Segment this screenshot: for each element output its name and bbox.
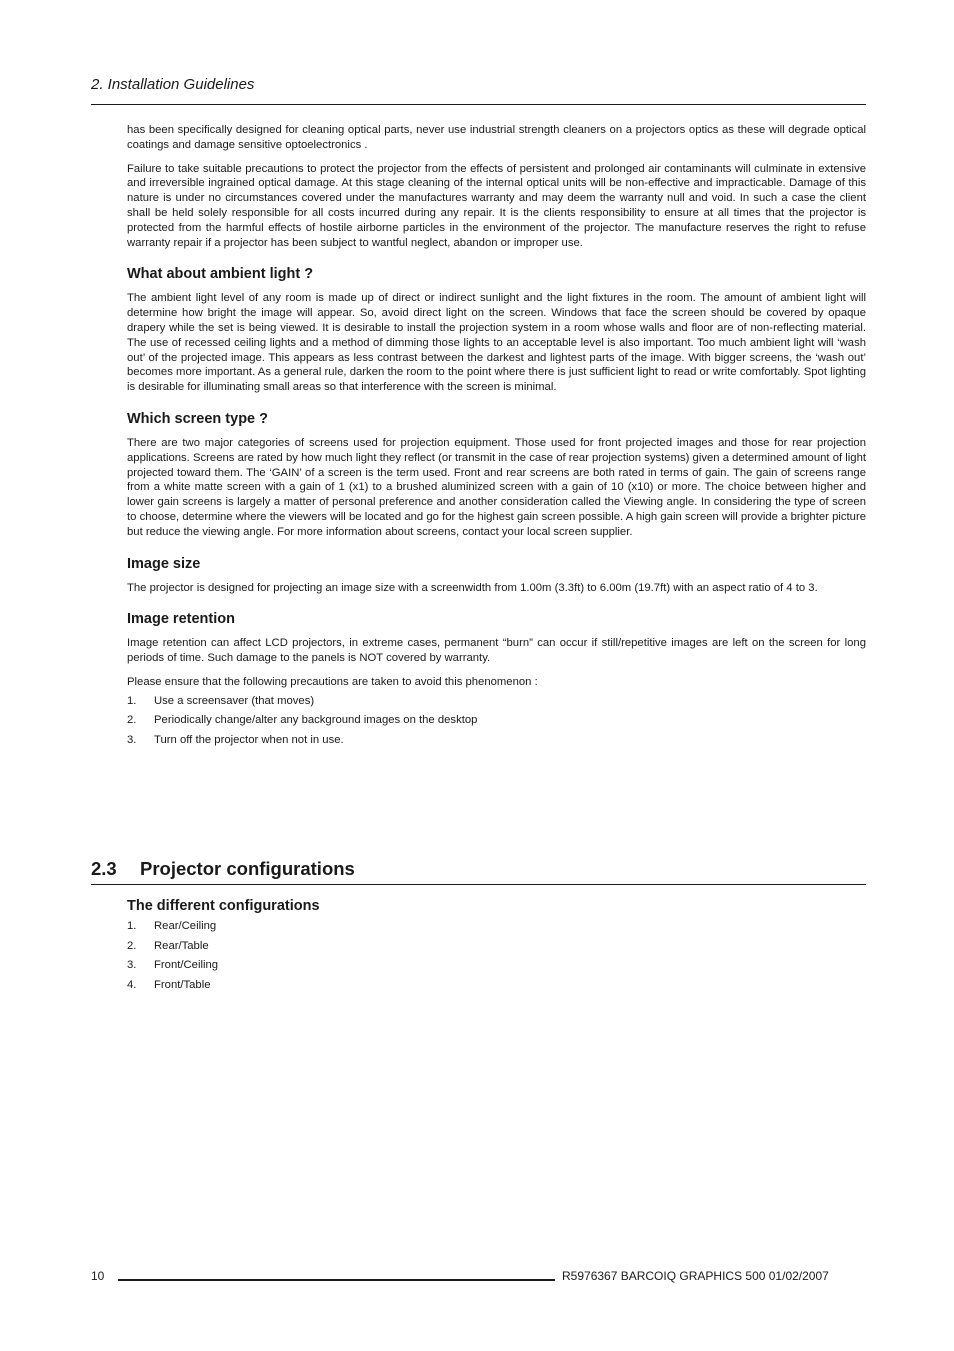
document-reference: R5976367 BARCOIQ GRAPHICS 500 01/02/2007 xyxy=(562,1269,829,1283)
list-item xyxy=(127,694,866,714)
retention-precautions-list xyxy=(127,694,866,753)
list-item-number: 4. xyxy=(127,978,137,991)
heading-screen-type: Which screen type ? xyxy=(127,410,269,427)
list-item xyxy=(127,958,866,978)
section-body xyxy=(127,898,866,997)
list-item-number: 2. xyxy=(127,939,137,952)
paragraph-cleaning: has been specifically designed for cleaning optical parts, never use industrial strength cleaners on a projectors optics as these will degrade optical coatings and damage sensitive optoelectronics . xyxy=(127,124,866,151)
page-footer xyxy=(91,1269,866,1285)
section-number: 2.3 xyxy=(91,858,117,879)
footer-rule xyxy=(118,1279,555,1281)
running-header: 2. Installation Guidelines xyxy=(91,76,255,93)
paragraph-image-retention: Image retention can affect LCD projectors, in extreme cases, permanent “burn” can occur if still/repetitive images are left on the screen for long periods of time. Such damage to the panels is NOT covered by warranty. xyxy=(127,637,866,665)
paragraph-precautions: Failure to take suitable precautions to protect the projector from the effects of persistent and prolonged air contaminants will culminate in extensive and irreversible ingrained optical damage. At this stage cleaning of the internal optical units will be non-effective and impracticable. Damage of this nature is under no circumstances covered under the manufactures warranty and may deem the warranty null and void. In such a case the client shall be held solely responsible for all costs incurred during any repair. It is the clients responsibility to ensure at all times that the projector is protected from the harmful effects of hostile airborne particles in the environment of the projector. The manufacture reserves the right to refuse warranty repair if a projector has been subject to wantful neglect, abandon or improper use. xyxy=(127,162,866,249)
list-item-text: Turn off the projector when not in use. xyxy=(154,733,344,746)
section-heading xyxy=(91,857,866,885)
heading-ambient-light: What about ambient light ? xyxy=(127,266,314,283)
section-title: Projector configurations xyxy=(140,858,355,879)
list-item-text: Front/Ceiling xyxy=(154,959,219,971)
paragraph-screen-type: There are two major categories of screens used for projection equipment. Those used for front projected images and those for rear projection applications. Screens are rated by how much light they reflect (or transmit in the case of rear projection systems) given a determined amount of light projected toward them. The ‘GAIN’ of a screen is the term used. Front and rear screens are both rated in terms of gain. The gain of screens range from a white matte screen with a gain of 1 (x1) to a brushed aluminized screen with a gain of 10 (x10) or more. The choice between higher and lower gain screens is largely a matter of personal preference and another consideration called the Viewing angle. In considering the type of screen to choose, determine where the viewers will be located and go for the highest gain screen possible. A high gain screen will provide a brighter picture but reduce the viewing angle. For more information about screens, contact your local screen supplier. xyxy=(127,436,866,538)
page-number: 10 xyxy=(91,1269,105,1283)
list-item-number: 3. xyxy=(127,733,137,746)
list-item-number: 3. xyxy=(127,959,137,971)
main-content xyxy=(127,123,866,752)
list-item-text: Rear/Table xyxy=(154,939,209,952)
heading-image-size: Image size xyxy=(127,555,201,572)
heading-different-configurations: The different configurations xyxy=(127,898,320,914)
header-rule xyxy=(91,104,866,105)
list-item-number: 1. xyxy=(127,920,137,932)
heading-image-retention: Image retention xyxy=(127,611,235,628)
list-item xyxy=(127,919,866,939)
paragraph-ambient-light: The ambient light level of any room is made up of direct or indirect sunlight and the light fixtures in the room. The amount of ambient light will determine how bright the image will appear. So, avoid direct light on the screen. Windows that face the screen should be covered by opaque drapery while the set is being viewed. It is desirable to install the projection system in a room whose walls and floor are of non-reflecting material. The use of recessed ceiling lights and a method of dimming those lights to an acceptable level is also important. Too much ambient light will ‘wash out’ of the projected image. This appears as less contrast between the darkest and lightest parts of the image. With bigger screens, the ‘wash out’ becomes more important. As a general rule, darken the room to the point where there is just sufficient light to read or write comfortably. Spot lighting is desirable for illuminating small areas so that interference with the screen is minimal. xyxy=(127,292,866,394)
list-item xyxy=(127,978,866,998)
list-item-number: 1. xyxy=(127,694,137,707)
list-item-text: Rear/Ceiling xyxy=(154,920,217,932)
paragraph-image-size: The projector is designed for projecting an image size with a screenwidth from 1.00m (3.3ft) to 6.00m (19.7ft) with an aspect ratio of 4 to 3. xyxy=(127,581,818,594)
list-item-text: Use a screensaver (that moves) xyxy=(154,694,315,707)
paragraph-retention-intro: Please ensure that the following precautions are taken to avoid this phenomenon : xyxy=(127,675,538,688)
list-item xyxy=(127,733,866,753)
list-item xyxy=(127,713,866,733)
section-projector-configurations xyxy=(91,857,866,997)
list-item-text: Front/Table xyxy=(154,978,211,991)
list-item-text: Periodically change/alter any background images on the desktop xyxy=(154,714,478,727)
list-item xyxy=(127,939,866,959)
configurations-list xyxy=(127,919,866,997)
list-item-number: 2. xyxy=(127,714,137,727)
